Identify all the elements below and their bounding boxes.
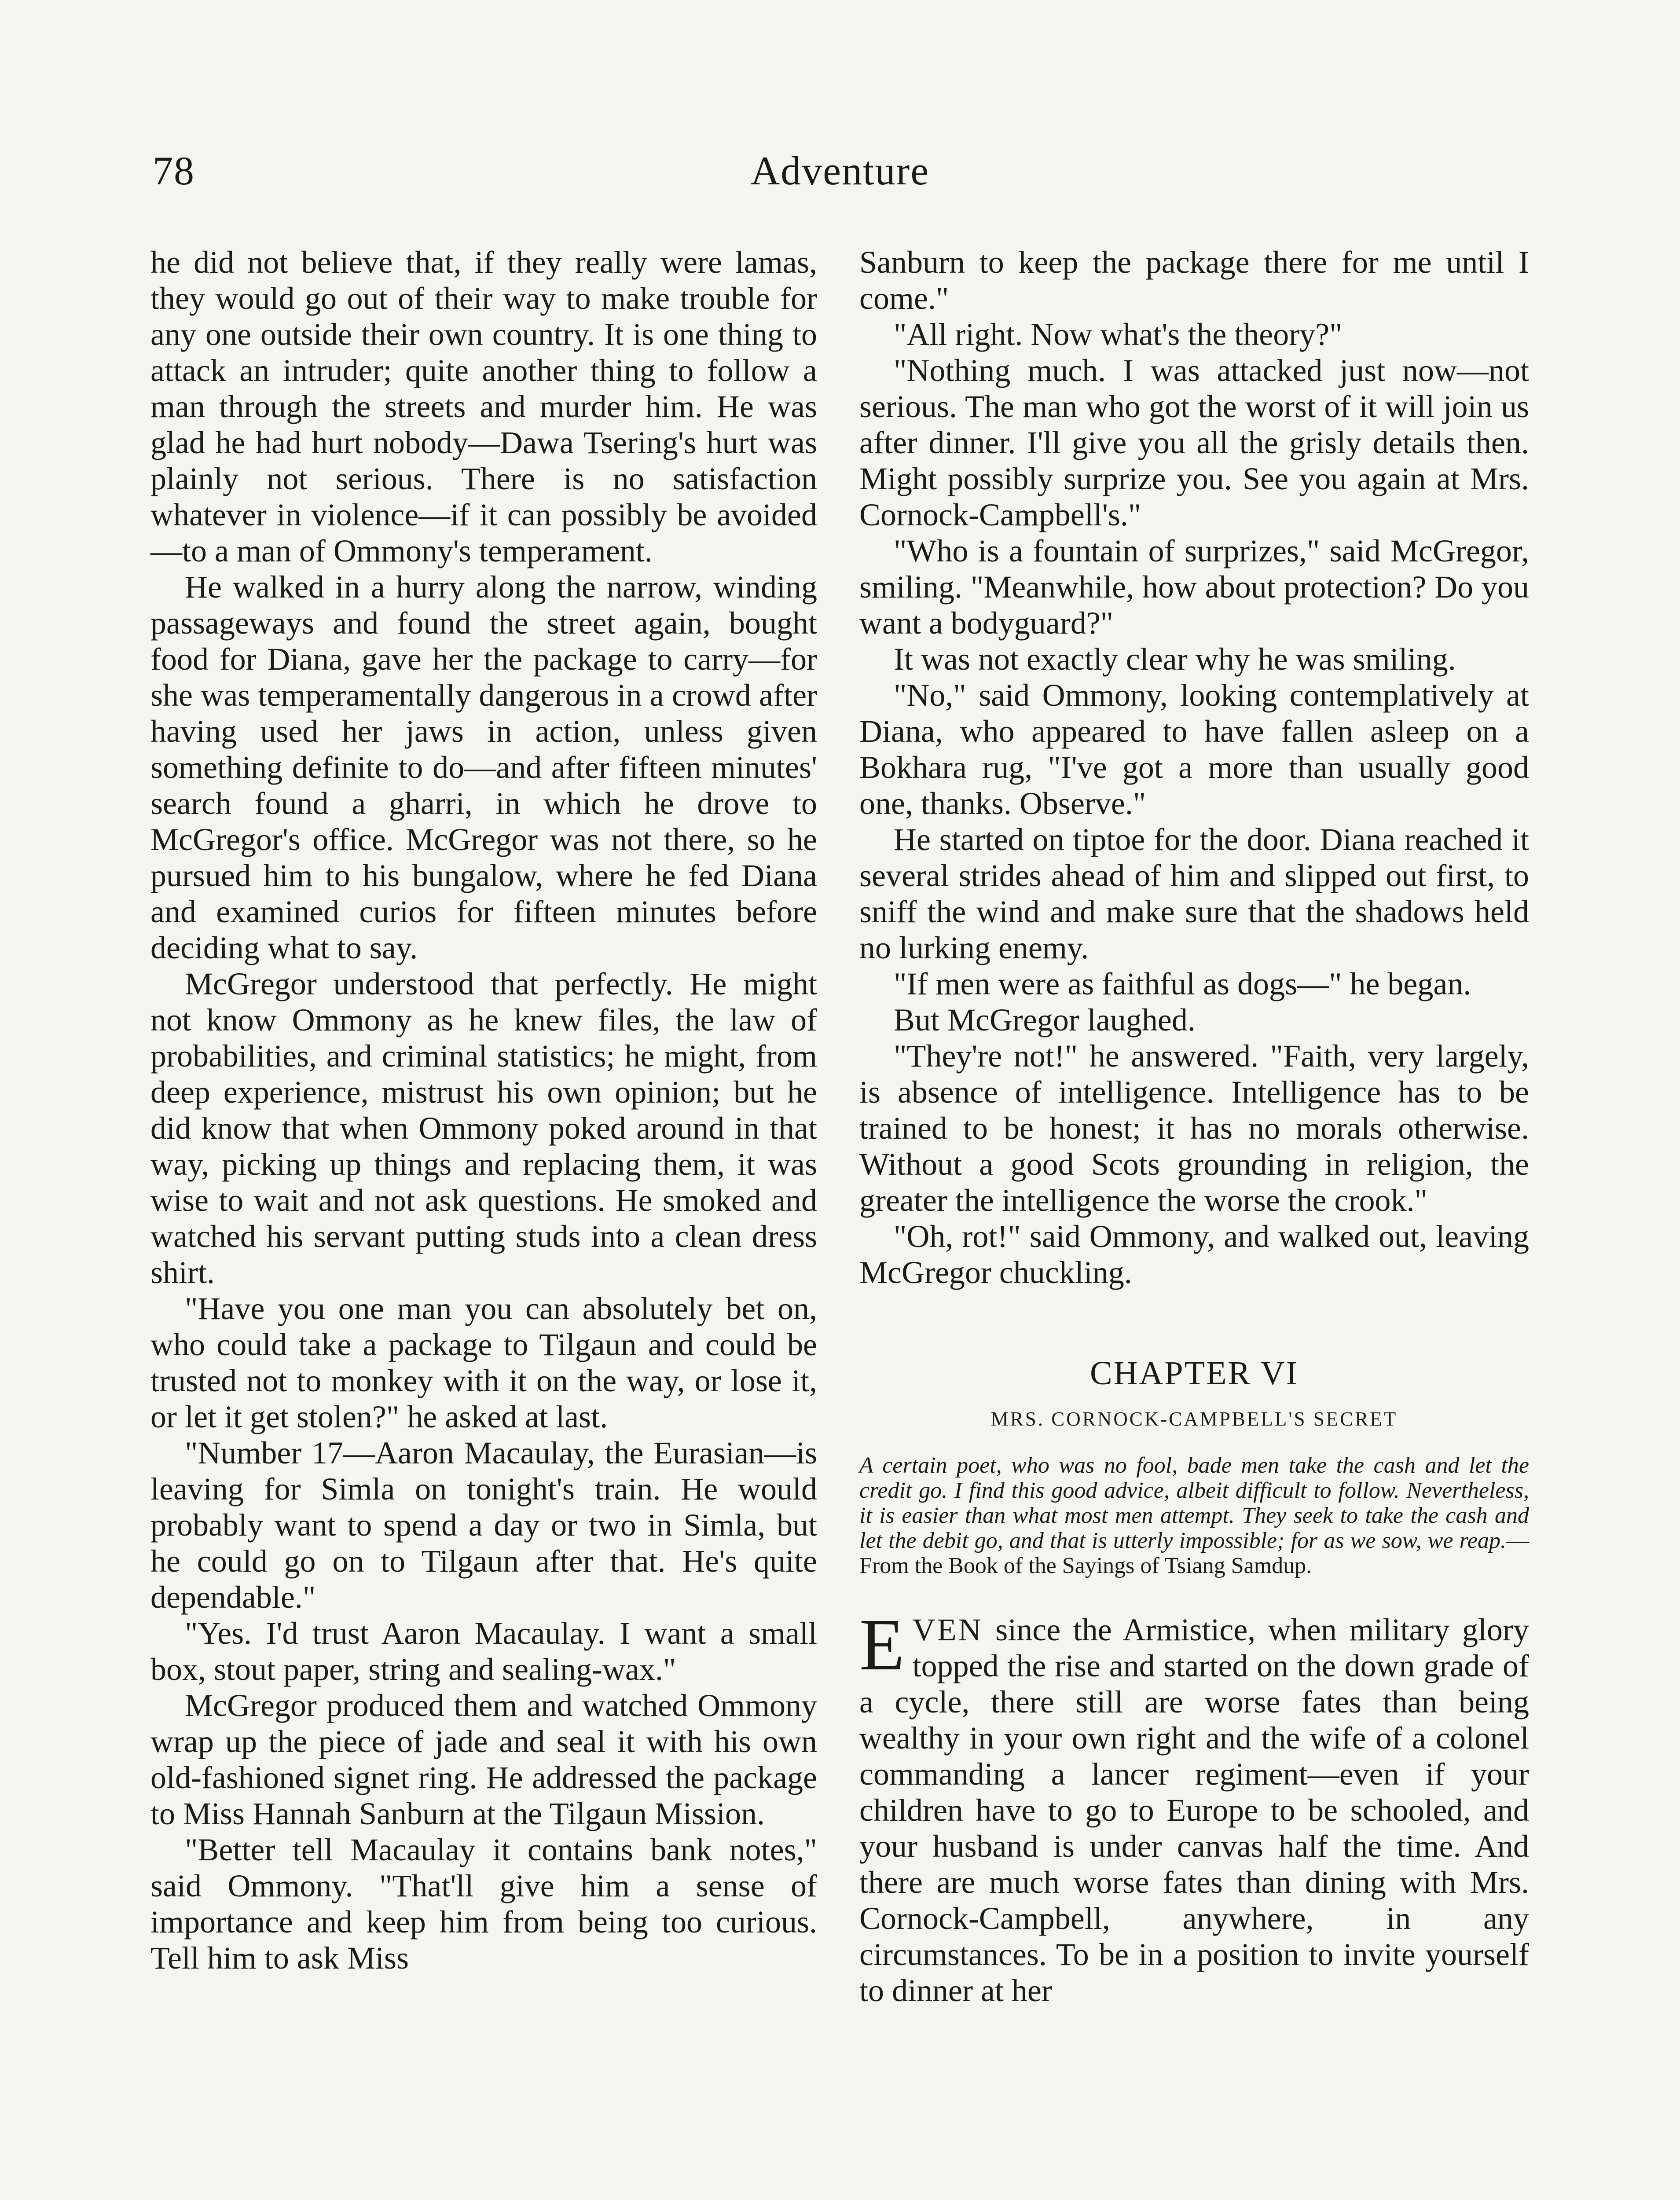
epigraph-quote: A certain poet, who was no fool, bade men take the cash and let the credit go. I find this good advice, albeit difficult to follow. Nevertheless, it is easier than what most men attempt. They seek to take the cash and let the debit go, and that is utterly impossible; for as we sow, we reap.: [859, 1453, 1529, 1553]
paragraph: "If men were as faithful as dogs—" he began.: [894, 966, 1471, 1001]
paragraph: "Who is a fountain of surprizes," said McGregor, smiling. "Meanwhile, how about protection? Do you want a bodyguard?": [859, 533, 1529, 641]
opening-text: since the Armistice, when military glory topped the rise and started on the down grade of a cycle, there still are worse fates than being wealthy in your own right and the wife of a colonel commanding a lancer regiment—even if your children have to go to Europe to be schooled, and your husband is under canvas half the time. And there are much worse fates than dining with Mrs. Cornock-Campbell, anywhere, in any circumstances. To be in a position to invite yourself to dinner at her: [859, 1612, 1529, 2008]
right-column: [859, 244, 1529, 2009]
left-column: [150, 244, 817, 1976]
chapter-title: CHAPTER VI: [1089, 1355, 1299, 1392]
paragraph: "Yes. I'd trust Aaron Macaulay. I want a small box, stout paper, string and sealing-wax.": [150, 1616, 817, 1687]
drop-cap: E: [859, 1604, 905, 1686]
running-head: Adventure: [750, 148, 930, 193]
paragraph: "Better tell Macaulay it contains bank notes," said Ommony. "That'll give him a sense of importance and keep him from being too curious. Tell him to ask Miss: [150, 1832, 817, 1976]
paragraph: It was not exactly clear why he was smiling.: [894, 642, 1456, 677]
chapter-opening-paragraph: [859, 1604, 1529, 2009]
paragraph: "They're not!" he answered. "Faith, very largely, is absence of intelligence. Intelligence has to be trained to be honest; it has no morals otherwise. Without a good Scots grounding in religion, the greater the intelligence the worse the crook.": [859, 1038, 1529, 1218]
paragraph: "Have you one man you can absolutely bet on, who could take a package to Tilgaun and could be trusted not to monkey with it on the way, or lose it, or let it get stolen?" he asked at last.: [150, 1291, 817, 1434]
chapter-subtitle: MRS. CORNOCK-CAMPBELL'S SECRET: [990, 1408, 1398, 1430]
paragraph: But McGregor laughed.: [894, 1002, 1196, 1038]
paragraph: Sanburn to keep the package there for me until I come.": [859, 245, 1529, 316]
epigraph-source: —From the Book of the Sayings of Tsiang Samdup.: [859, 1528, 1529, 1578]
paragraph: "Oh, rot!" said Ommony, and walked out, leaving McGregor chuckling.: [859, 1219, 1529, 1290]
paragraph: He walked in a hurry along the narrow, winding passageways and found the street again, bought food for Diana, gave her the package to carry—for she was temperamentally dangerous in a crowd after having used her jaws in action, unless given something definite to do—and after fifteen minutes' search found a gharri, in which he drove to McGregor's office. McGregor was not there, so he pursued him to his bungalow, where he fed Diana and examined curios for fifteen minutes before deciding what to say.: [150, 569, 817, 965]
paragraph: "Number 17—Aaron Macaulay, the Eurasian—is leaving for Simla on tonight's train. He would probably want to spend a day or two in Simla, but he could go on to Tilgaun after that. He's quite dependable.": [150, 1435, 817, 1615]
paragraph: "No," said Ommony, looking contemplatively at Diana, who appeared to have fallen asleep on a Bokhara rug, "I've got a more than usually good one, thanks. Observe.": [859, 678, 1529, 821]
page-number: 78: [153, 148, 195, 193]
epigraph: [859, 1453, 1529, 1578]
paragraph: McGregor produced them and watched Ommony wrap up the piece of jade and seal it with his own old-fashioned signet ring. He addressed the package to Miss Hannah Sanburn at the Tilgaun Mission.: [150, 1688, 817, 1831]
paragraph: He started on tiptoe for the door. Diana reached it several strides ahead of him and slipped out first, to sniff the wind and make sure that the shadows held no lurking enemy.: [859, 822, 1529, 965]
paragraph: McGregor understood that perfectly. He might not know Ommony as he knew files, the law of probabilities, and criminal statistics; he might, from deep experience, mistrust his own opinion; but he did know that when Ommony poked around in that way, picking up things and replacing them, it was wise to wait and not ask questions. He smoked and watched his servant putting studs into a clean dress shirt.: [150, 966, 817, 1290]
opening-small-caps: VEN: [912, 1612, 983, 1647]
paragraph: "Nothing much. I was attacked just now—not serious. The man who got the worst of it will join us after dinner. I'll give you all the grisly details then. Might possibly surprize you. See you again at Mrs. Cornock-Campbell's.": [859, 353, 1529, 532]
paragraph: "All right. Now what's the theory?": [894, 317, 1343, 352]
paragraph: he did not believe that, if they really were lamas, they would go out of their way to make trouble for any one outside their own country. It is one thing to attack an intruder; quite another thing to follow a man through the streets and murder him. He was glad he had hurt nobody—Dawa Tsering's hurt was plainly not serious. There is no satisfaction whatever in violence—if it can possibly be avoided—to a man of Ommony's temperament.: [150, 245, 817, 568]
